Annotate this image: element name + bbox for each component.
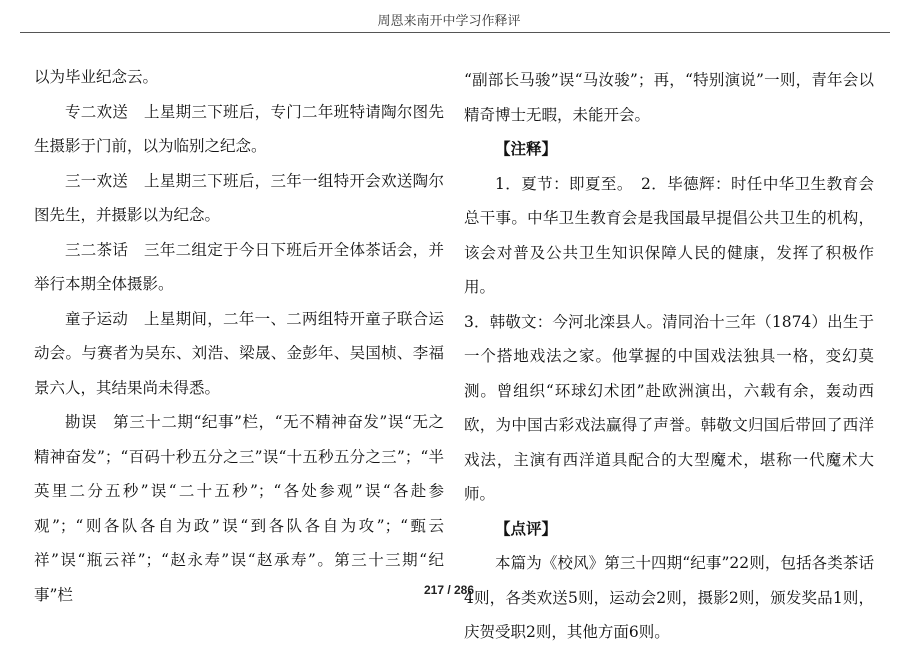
page-header: 周恩来南开中学习作释评 bbox=[377, 14, 521, 29]
paragraph: 三一欢送 上星期三下班后，三年一组特开会欢送陶尔图先生，并摄影以为纪念。 bbox=[34, 171, 444, 224]
left-column bbox=[34, 60, 444, 612]
comment-heading: 【点评】 bbox=[495, 518, 558, 538]
paragraph: 童子运动 上星期间，二年一、二两组特开童子联合运动会。与赛者为吴东、刘浩、梁晟、金彭年、吴国桢、李福景六人，其结果尚未得悉。 bbox=[34, 309, 444, 397]
paragraph: 三二茶话 三年二组定于今日下班后开全体茶话会，并举行本期全体摄影。 bbox=[34, 240, 444, 293]
page-number: 217 / 286 bbox=[423, 583, 475, 597]
right-column bbox=[464, 63, 874, 650]
paragraph: 3．韩敬文：今河北滦县人。清同治十三年（1874）出生于一个搭地戏法之家。他掌握的中国戏法独具一格，变幻莫测。曾组织“环球幻术团”赴欧洲演出，六载有余，轰动西欧，为中国古彩戏法赢得了声誉。韩敬文归国后带回了西洋戏法，主演有西洋道具配合的大型魔术，堪称一代魔术大师。 bbox=[464, 312, 874, 503]
paragraph: 专二欢送 上星期三下班后，专门二年班特请陶尔图先生摄影于门前，以为临别之纪念。 bbox=[34, 102, 444, 155]
paragraph: 勘误 第三十二期“纪事”栏，“无不精神奋发”误“无之精神奋发”；“百码十秒五分之三”误“十五秒五分之三”；“半英里二分五秒”误“二十五秒”；“各处参观”误“各赴参观”；“则各队各自为政”误“到各队各自为攻”；“甄云祥”误“瓶云祥”；“赵永寿”误“赵承寿”。第三十三期“纪事”栏 bbox=[34, 413, 444, 604]
header-rule bbox=[20, 32, 890, 33]
paragraph: 1．夏节：即夏至。 2．毕德辉：时任中华卫生教育会总干事。中华卫生教育会是我国最早提倡公共卫生的机构，该会对普及公共卫生知识保障人民的健康，发挥了积极作用。 bbox=[464, 174, 874, 296]
paragraph: 以为毕业纪念云。 bbox=[34, 68, 159, 86]
paragraph: “副部长马骏”误“马汝骏”；再，“特别演说”一则，青年会以精奇博士无暇，未能开会。 bbox=[464, 71, 874, 124]
paragraph: 本篇为《校风》第三十四期“纪事”22则，包括各类茶话4则，各类欢送5则，运动会2则，摄影2则，颁发奖品1则，庆贺受职2则，其他方面6则。 bbox=[464, 554, 874, 641]
notes-heading: 【注释】 bbox=[495, 139, 558, 158]
